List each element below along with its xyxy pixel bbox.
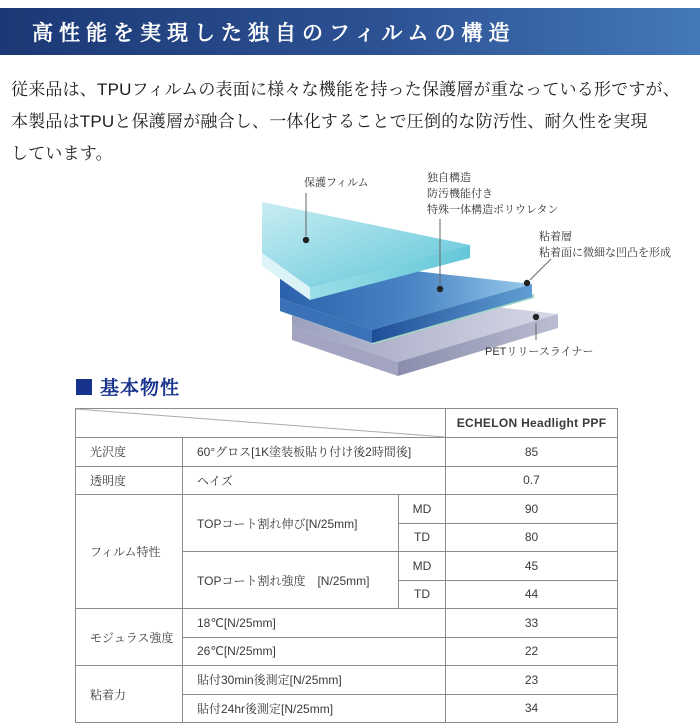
value-cell: 0.7 xyxy=(446,466,618,495)
category-cell: 透明度 xyxy=(76,466,183,495)
value-cell: 45 xyxy=(446,552,618,581)
label-unique-structure: 防汚機能付き xyxy=(427,188,493,200)
label-protective-film: 保護フィルム xyxy=(304,177,369,189)
page-title: 高性能を実現した独自のフィルムの構造 xyxy=(32,19,516,45)
intro-line: 従来品は、TPUフィルムの表面に様々な機能を持った保護層が重なっている形ですが、 xyxy=(11,80,680,99)
label-unique-structure: 特殊一体構造ポリウレタン xyxy=(427,204,559,216)
spec-cell: 60°グロス[1K塗装板貼り付け後2時間後] xyxy=(183,438,446,467)
table-header-row xyxy=(76,409,618,438)
value-cell: 23 xyxy=(446,666,618,695)
category-cell: 光沢度 xyxy=(76,438,183,467)
value-cell: 22 xyxy=(446,637,618,666)
table-row xyxy=(76,495,618,524)
product-name-header: ECHELON Headlight PPF xyxy=(446,409,618,438)
category-cell: モジュラス強度 xyxy=(76,609,183,666)
direction-cell: TD xyxy=(399,580,446,609)
label-unique-structure: 独自構造 xyxy=(427,172,471,184)
value-cell: 44 xyxy=(446,580,618,609)
value-cell: 34 xyxy=(446,694,618,723)
spec-cell: 貼付30min後測定[N/25mm] xyxy=(183,666,446,695)
value-cell: 90 xyxy=(446,495,618,524)
label-pet-liner: PETリリースライナー xyxy=(485,346,594,358)
category-cell: 粘着力 xyxy=(76,666,183,723)
table-row xyxy=(76,666,618,695)
intro-paragraph xyxy=(11,74,695,170)
point-marker xyxy=(437,286,443,292)
bullet-square-icon xyxy=(76,379,92,395)
spec-cell: TOPコート割れ伸び[N/25mm] xyxy=(183,495,399,552)
category-cell: フィルム特性 xyxy=(76,495,183,609)
spec-cell: ヘイズ xyxy=(183,466,446,495)
point-marker xyxy=(303,237,309,243)
point-marker xyxy=(524,280,530,286)
spec-cell: 18℃[N/25mm] xyxy=(183,609,446,638)
label-adhesive: 粘着面に微細な凹凸を形成 xyxy=(539,247,671,259)
table-row xyxy=(76,438,618,467)
value-cell: 33 xyxy=(446,609,618,638)
point-marker xyxy=(533,314,539,320)
table-row xyxy=(76,466,618,495)
section-heading xyxy=(76,373,180,400)
spec-cell: TOPコート割れ強度 [N/25mm] xyxy=(183,552,399,609)
value-cell: 80 xyxy=(446,523,618,552)
section-title: 基本物性 xyxy=(100,378,181,399)
spec-cell: 貼付24hr後測定[N/25mm] xyxy=(183,694,446,723)
diagonal-header-cell xyxy=(76,409,446,438)
intro-line: 本製品はTPUと保護層が融合し、一体化することで圧倒的な防汚性、耐久性を実現 xyxy=(11,112,648,131)
leader-line xyxy=(530,259,551,280)
direction-cell: MD xyxy=(399,552,446,581)
film-structure-diagram xyxy=(180,166,700,378)
label-adhesive: 粘着層 xyxy=(539,231,572,243)
table-row xyxy=(76,609,618,638)
section-banner xyxy=(0,8,700,55)
direction-cell: MD xyxy=(399,495,446,524)
value-cell: 85 xyxy=(446,438,618,467)
direction-cell: TD xyxy=(399,523,446,552)
intro-line: しています。 xyxy=(11,144,113,163)
spec-cell: 26℃[N/25mm] xyxy=(183,637,446,666)
properties-table xyxy=(75,408,618,723)
diagonal-divider xyxy=(76,409,445,437)
